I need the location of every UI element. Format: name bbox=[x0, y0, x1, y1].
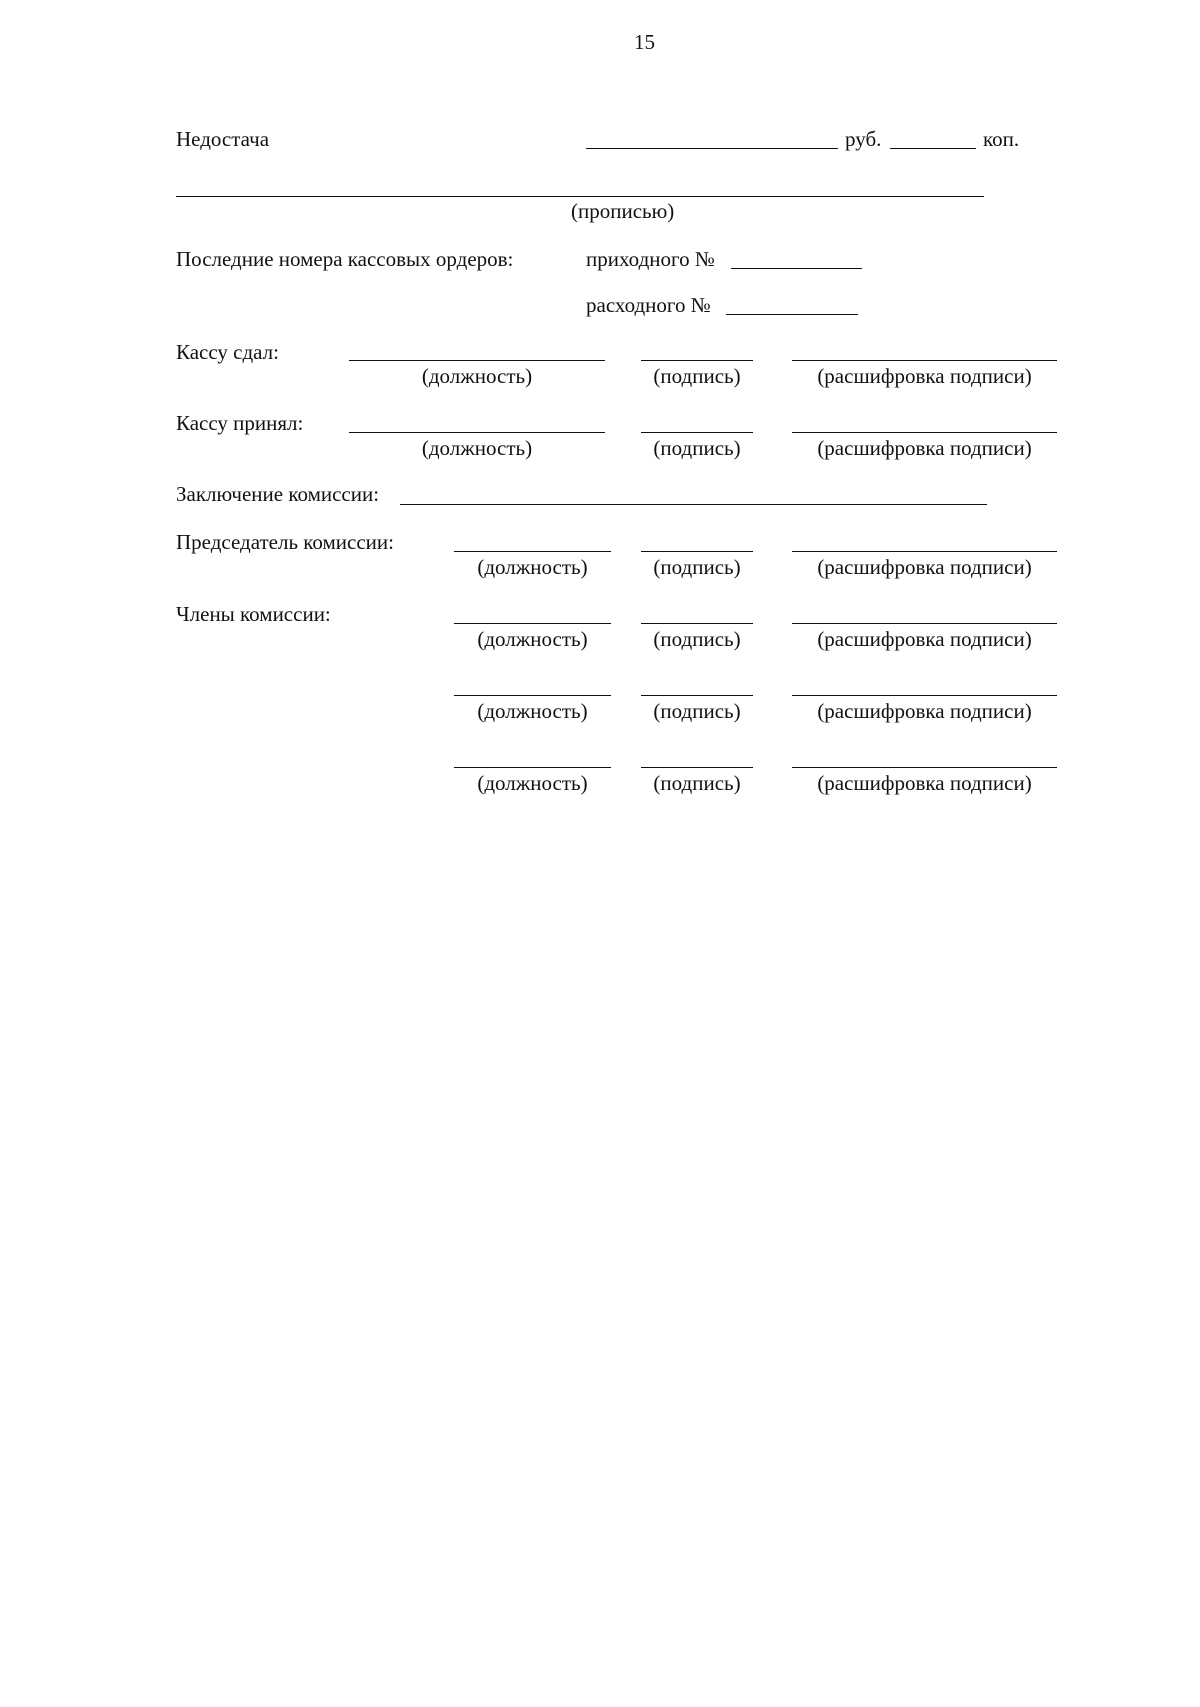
incoming-order-label: приходного № bbox=[586, 247, 715, 271]
handed-over-label: Кассу сдал: bbox=[176, 340, 279, 364]
shortage-in-words-field[interactable] bbox=[176, 196, 984, 197]
chairman-decoding-caption: (расшифровка подписи) bbox=[817, 555, 1032, 579]
member-1-position-field[interactable] bbox=[454, 623, 611, 624]
member-1-signature-caption: (подпись) bbox=[653, 627, 741, 651]
conclusion-label: Заключение комиссии: bbox=[176, 482, 380, 506]
chairman-position-field[interactable] bbox=[454, 551, 611, 552]
accepted-decoding-field[interactable] bbox=[792, 432, 1057, 433]
member-2-signature-field[interactable] bbox=[641, 695, 753, 696]
handed-over-position-field[interactable] bbox=[349, 360, 605, 361]
accepted-position-caption: (должность) bbox=[421, 436, 533, 460]
member-1-position-caption: (должность) bbox=[477, 627, 588, 651]
member-2-signature-caption: (подпись) bbox=[653, 699, 741, 723]
chairman-signature-caption: (подпись) bbox=[653, 555, 741, 579]
member-2-decoding-caption: (расшифровка подписи) bbox=[817, 699, 1032, 723]
handed-over-position-caption: (должность) bbox=[421, 364, 533, 388]
accepted-position-field[interactable] bbox=[349, 432, 605, 433]
member-3-signature-caption: (подпись) bbox=[653, 771, 741, 795]
accepted-signature-field[interactable] bbox=[641, 432, 753, 433]
outgoing-order-label: расходного № bbox=[586, 293, 711, 317]
shortage-rub-field[interactable] bbox=[586, 148, 838, 149]
conclusion-field[interactable] bbox=[400, 504, 987, 505]
handed-over-signature-caption: (подпись) bbox=[653, 364, 741, 388]
handed-over-decoding-caption: (расшифровка подписи) bbox=[817, 364, 1032, 388]
member-3-position-field[interactable] bbox=[454, 767, 611, 768]
rub-label: руб. bbox=[845, 127, 882, 151]
member-1-decoding-caption: (расшифровка подписи) bbox=[817, 627, 1032, 651]
member-2-decoding-field[interactable] bbox=[792, 695, 1057, 696]
member-3-position-caption: (должность) bbox=[477, 771, 588, 795]
shortage-kop-field[interactable] bbox=[890, 148, 976, 149]
member-2-position-field[interactable] bbox=[454, 695, 611, 696]
member-1-signature-field[interactable] bbox=[641, 623, 753, 624]
handed-over-decoding-field[interactable] bbox=[792, 360, 1057, 361]
chairman-decoding-field[interactable] bbox=[792, 551, 1057, 552]
accepted-signature-caption: (подпись) bbox=[653, 436, 741, 460]
chairman-label: Председатель комиссии: bbox=[176, 530, 394, 554]
chairman-position-caption: (должность) bbox=[477, 555, 588, 579]
incoming-order-field[interactable] bbox=[731, 268, 862, 269]
kop-label: коп. bbox=[983, 127, 1020, 151]
outgoing-order-field[interactable] bbox=[726, 314, 858, 315]
member-1-decoding-field[interactable] bbox=[792, 623, 1057, 624]
handed-over-signature-field[interactable] bbox=[641, 360, 753, 361]
page-number: 15 bbox=[634, 30, 655, 54]
accepted-label: Кассу принял: bbox=[176, 411, 304, 435]
member-3-decoding-caption: (расшифровка подписи) bbox=[817, 771, 1032, 795]
orders-label: Последние номера кассовых ордеров: bbox=[176, 247, 514, 271]
member-2-position-caption: (должность) bbox=[477, 699, 588, 723]
member-3-signature-field[interactable] bbox=[641, 767, 753, 768]
in-words-caption: (прописью) bbox=[571, 199, 675, 223]
shortage-label: Недостача bbox=[176, 127, 270, 151]
members-label: Члены комиссии: bbox=[176, 602, 331, 626]
accepted-decoding-caption: (расшифровка подписи) bbox=[817, 436, 1032, 460]
chairman-signature-field[interactable] bbox=[641, 551, 753, 552]
member-3-decoding-field[interactable] bbox=[792, 767, 1057, 768]
